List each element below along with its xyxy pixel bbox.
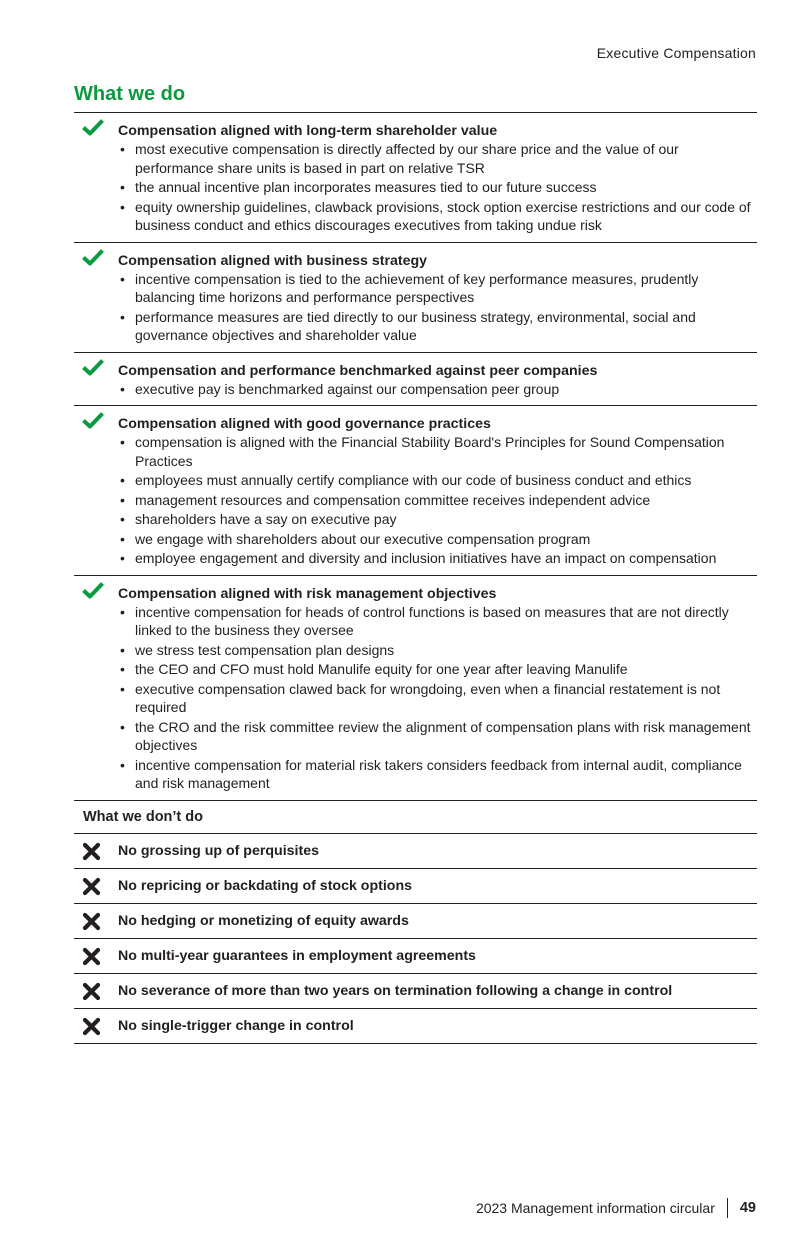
cross-icon <box>82 947 101 966</box>
prohibited-practice-row <box>74 904 757 939</box>
practice-title: Compensation aligned with risk management objectives <box>118 585 497 602</box>
bullet-item: • the annual incentive plan incorporates measures tied to our future success <box>118 178 757 197</box>
bullet-item: • we engage with shareholders about our executive compensation program <box>118 530 757 549</box>
practice-bullets <box>118 433 757 568</box>
bullet-item: • shareholders have a say on executive pay <box>118 510 757 529</box>
what-we-do-list <box>74 112 757 801</box>
page-number: 49 <box>739 1200 756 1216</box>
prohibited-practice-label: No hedging or monetizing of equity awards <box>118 913 409 929</box>
bullet-item: • equity ownership guidelines, clawback provisions, stock option exercise restrictions and our code of business conduct and ethics discourages executives from taking undue risk <box>118 198 757 235</box>
bullet-item: • employees must annually certify compliance with our code of business conduct and ethics <box>118 471 757 490</box>
bullet-item: • the CEO and CFO must hold Manulife equity for one year after leaving Manulife <box>118 660 757 679</box>
practice-bullets <box>118 380 757 399</box>
check-icon <box>82 248 104 266</box>
bullet-item: • performance measures are tied directly to our business strategy, environmental, social and governance objectives and shareholder value <box>118 308 757 345</box>
what-we-dont-do-table <box>74 802 757 1044</box>
bullet-item: • we stress test compensation plan designs <box>118 641 757 660</box>
bullet-item: • employee engagement and diversity and inclusion initiatives have an impact on compensation <box>118 549 757 568</box>
bullet-item: • executive compensation clawed back for wrongdoing, even when a financial restatement is not required <box>118 680 757 717</box>
practice-title: Compensation and performance benchmarked against peer companies <box>118 362 598 379</box>
check-icon <box>82 581 104 599</box>
bullet-item: • management resources and compensation committee receives independent advice <box>118 491 757 510</box>
footer-document-title: 2023 Management information circular <box>475 1200 715 1216</box>
practice-title: Compensation aligned with good governance practices <box>118 416 491 432</box>
footer-divider <box>727 1198 728 1218</box>
prohibited-practice-row <box>74 974 757 1009</box>
bullet-item: • incentive compensation for heads of control functions is based on measures that are not directly linked to the business they oversee <box>118 603 757 640</box>
bullet-item: • incentive compensation is tied to the achievement of key performance measures, prudently balancing time horizons and performance perspectives <box>118 270 757 307</box>
prohibited-practice-row <box>74 869 757 904</box>
practice-bullets <box>118 140 757 235</box>
bullet-item: • the CRO and the risk committee review the alignment of compensation plans with risk management objectives <box>118 718 757 755</box>
prohibited-practice-label: No grossing up of perquisites <box>118 843 320 859</box>
practice-bullets <box>118 603 757 793</box>
practice-block <box>74 405 757 575</box>
cross-icon <box>82 1017 101 1036</box>
what-we-dont-do-header: What we don’t do <box>74 802 757 834</box>
what-we-dont-do-rows <box>74 834 757 1044</box>
bullet-item: • executive pay is benchmarked against our compensation peer group <box>118 380 757 399</box>
check-icon <box>82 118 104 136</box>
practice-block <box>74 352 757 406</box>
prohibited-practice-label: No severance of more than two years on termination following a change in control <box>118 983 673 999</box>
check-icon <box>82 358 104 376</box>
page-footer <box>476 1196 756 1220</box>
prohibited-practice-row <box>74 1009 757 1044</box>
practice-block <box>74 575 757 801</box>
prohibited-practice-label: No single-trigger change in control <box>118 1018 354 1034</box>
prohibited-practice-row <box>74 939 757 974</box>
bullet-item: • compensation is aligned with the Financial Stability Board's Principles for Sound Compensation Practices <box>118 433 757 470</box>
prohibited-practice-label: No multi-year guarantees in employment agreements <box>118 948 476 964</box>
practice-bullets <box>118 270 757 345</box>
prohibited-practice-label: No repricing or backdating of stock options <box>118 878 413 894</box>
cross-icon <box>82 982 101 1001</box>
practice-block <box>74 242 757 352</box>
bullet-item: • incentive compensation for material risk takers considers feedback from internal audit, compliance and risk management <box>118 756 757 793</box>
practice-title: Compensation aligned with long-term shareholder value <box>118 123 498 139</box>
cross-icon <box>82 912 101 931</box>
section-title: What we do <box>74 83 186 105</box>
prohibited-practice-row <box>74 834 757 869</box>
cross-icon <box>82 877 101 896</box>
practice-title: Compensation aligned with business strategy <box>118 252 428 269</box>
bullet-item: • most executive compensation is directly affected by our share price and the value of our performance share units is based in part on relative TSR <box>118 140 757 177</box>
check-icon <box>82 411 104 429</box>
cross-icon <box>82 842 101 861</box>
practice-block <box>74 112 757 242</box>
running-header: Executive Compensation <box>596 45 756 61</box>
